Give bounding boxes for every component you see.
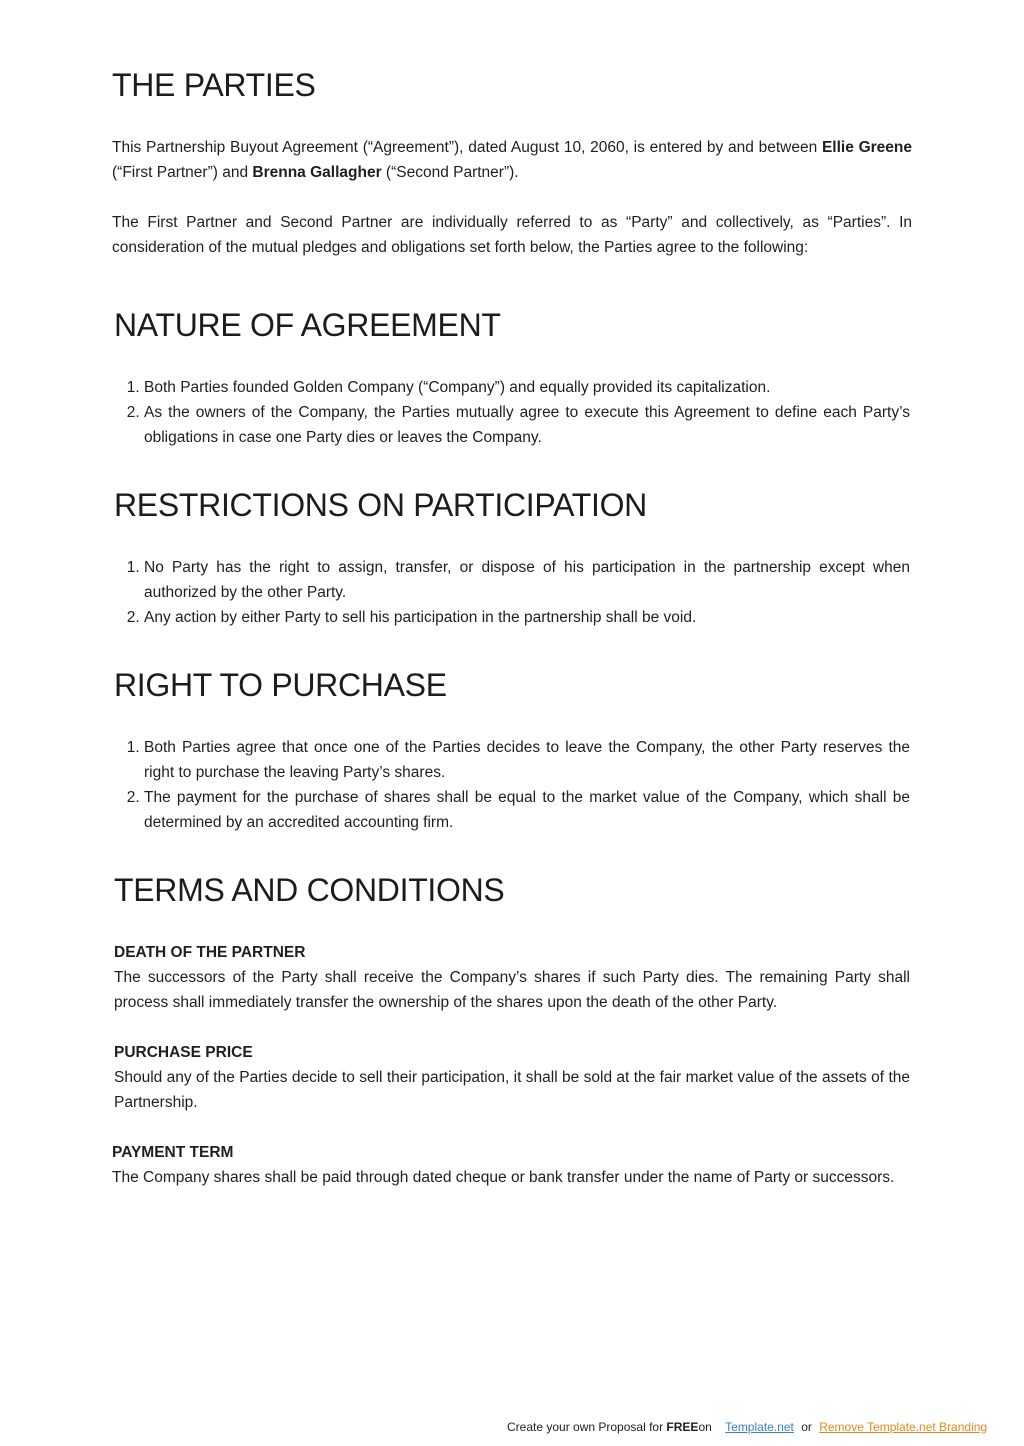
parties-intro-paragraph [112, 135, 912, 185]
intro-text-2: (“First Partner”) and [112, 164, 253, 181]
template-net-link[interactable]: Template.net [725, 1420, 794, 1434]
heading-restrictions: RESTRICTIONS ON PARTICIPATION [114, 487, 647, 523]
parties-definition-paragraph: The First Partner and Second Partner are individually referred to as “Party” and collectively, as “Parties”. In consideration of the mutual pledges and obligations set forth below, the Parties agree to the following: [112, 214, 912, 256]
purchase-price-paragraph: Should any of the Parties decide to sell their participation, it shall be sold at the fair market value of the assets of the Partnership. [114, 1069, 910, 1111]
list-item: 2. The payment for the purchase of shares shall be equal to the market value of the Company, which shall be determined by an accredited accounting firm. [144, 785, 910, 835]
purchase-list [114, 735, 910, 835]
heading-terms-and-conditions: TERMS AND CONDITIONS [114, 872, 505, 908]
list-item: 1. No Party has the right to assign, transfer, or dispose of his participation in the partnership except when authorized by the other Party. [144, 555, 910, 605]
subheading-death-of-partner: DEATH OF THE PARTNER [114, 944, 306, 961]
subheading-purchase-price: PURCHASE PRICE [114, 1044, 253, 1061]
list-item: 1. Both Parties agree that once one of the Parties decides to leave the Company, the other Party reserves the right to purchase the leaving Party’s shares. [144, 735, 910, 785]
footer-free: FREE [666, 1420, 699, 1434]
heading-nature-of-agreement: NATURE OF AGREEMENT [114, 307, 501, 343]
list-item: 1. Both Parties founded Golden Company (“Company”) and equally provided its capitalization. [144, 375, 910, 400]
restrictions-list [114, 555, 910, 630]
second-partner-name: Brenna Gallagher [252, 164, 382, 181]
subheading-payment-term: PAYMENT TERM [112, 1144, 234, 1161]
intro-text-3: (“Second Partner”). [381, 164, 519, 181]
footer-text: Create your own Proposal for [507, 1420, 667, 1434]
footer-branding [507, 1418, 987, 1436]
list-item: 2. Any action by either Party to sell his participation in the partnership shall be void. [144, 605, 910, 630]
death-of-partner-paragraph: The successors of the Party shall receive the Company’s shares if such Party dies. The remaining Party shall process shall immediately transfer the ownership of the shares upon the death of the other Party. [114, 969, 910, 1011]
nature-list [114, 375, 910, 450]
list-item: 2. As the owners of the Company, the Parties mutually agree to execute this Agreement to define each Party’s obligations in case one Party dies or leaves the Company. [144, 400, 910, 450]
footer-or: or [801, 1420, 812, 1434]
payment-term-paragraph: The Company shares shall be paid through dated cheque or bank transfer under the name of Party or successors. [112, 1169, 895, 1186]
first-partner-name: Ellie Greene [821, 139, 912, 156]
heading-right-to-purchase: RIGHT TO PURCHASE [114, 667, 447, 703]
remove-branding-link[interactable]: Remove Template.net Branding [819, 1420, 988, 1434]
heading-the-parties: THE PARTIES [112, 67, 316, 103]
footer-on: on [698, 1420, 712, 1434]
intro-text-1: This Partnership Buyout Agreement (“Agreement”), dated August 10, 2060, is entered by and between [112, 139, 822, 156]
